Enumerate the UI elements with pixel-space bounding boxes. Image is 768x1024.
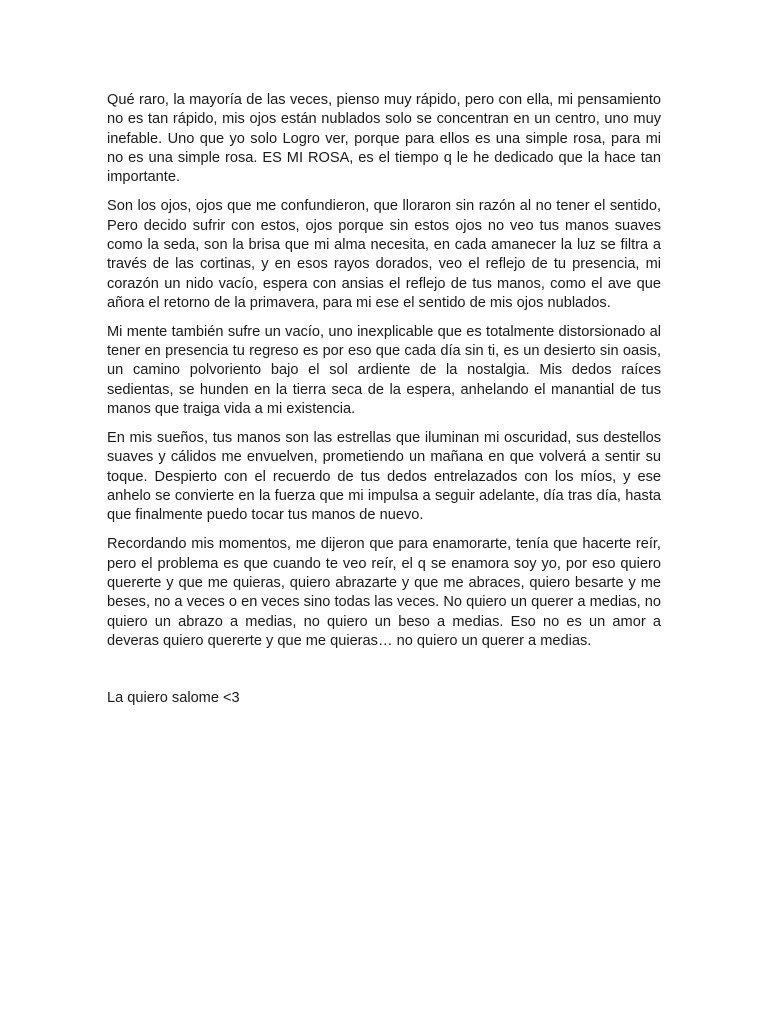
signature-line: La quiero salome <3 xyxy=(107,690,240,707)
paragraph-5: Recordando mis momentos, me dijeron que para enamorarte, tenía que hacerte reír, pero el problema es que cuando te veo reír, el q se enamora soy yo, por eso quiero quererte y que me quieras, quiero abrazarte y que me abraces, quiero besarte y me beses, no a veces o en veces sino todas las veces. No quiero un querer a medias, no quiero un abrazo a medias, no quiero un beso a medias. Eso no es un amor a deveras quiero quererte y que me quieras… no quiero un querer a medias. xyxy=(107,536,661,649)
paragraph-2: Son los ojos, ojos que me confundieron, que lloraron sin razón al no tener el sentido, Pero decido sufrir con estos, ojos porque sin estos ojos no veo tus manos suaves como la seda, son la brisa que mi alma necesita, en cada amanecer la luz se filtra a través de las cortinas, y en esos rayos dorados, veo el reflejo de tu presencia, mi corazón un nido vacío, espera con ansias el reflejo de tus manos, como el ave que añora el retorno de la primavera, para mi ese el sentido de mis ojos nublados. xyxy=(107,198,661,311)
paragraph-3: Mi mente también sufre un vacío, uno inexplicable que es totalmente distorsionado al tener en presencia tu regreso es por eso que cada día sin ti, es un desierto sin oasis, un camino polvoriento bajo el sol ardiente de la nostalgia. Mis dedos raíces sedientas, se hunden en la tierra seca de la espera, anhelando el manantial de tus manos que traiga vida a mi existencia. xyxy=(107,323,661,418)
paragraph-4: En mis sueños, tus manos son las estrellas que iluminan mi oscuridad, sus destellos suaves y cálidos me envuelven, prometiendo un mañana en que volverá a sentir su toque. Despierto con el recuerdo de tus dedos entrelazados con los míos, y ese anhelo se convierte en la fuerza que mi impulsa a seguir adelante, día tras día, hasta que finalmente puedo tocar tus manos de nuevo. xyxy=(107,430,661,524)
document-page xyxy=(107,91,661,709)
paragraph-1: Qué raro, la mayoría de las veces, pienso muy rápido, pero con ella, mi pensamiento no es tan rápido, mis ojos están nublados solo se concentran en un centro, uno muy inefable. Uno que yo solo Logro ver, porque para ellos es una simple rosa, para mi no es una simple rosa. ES MI ROSA, es el tiempo q le he dedicado que la hace tan importante. xyxy=(107,92,661,186)
